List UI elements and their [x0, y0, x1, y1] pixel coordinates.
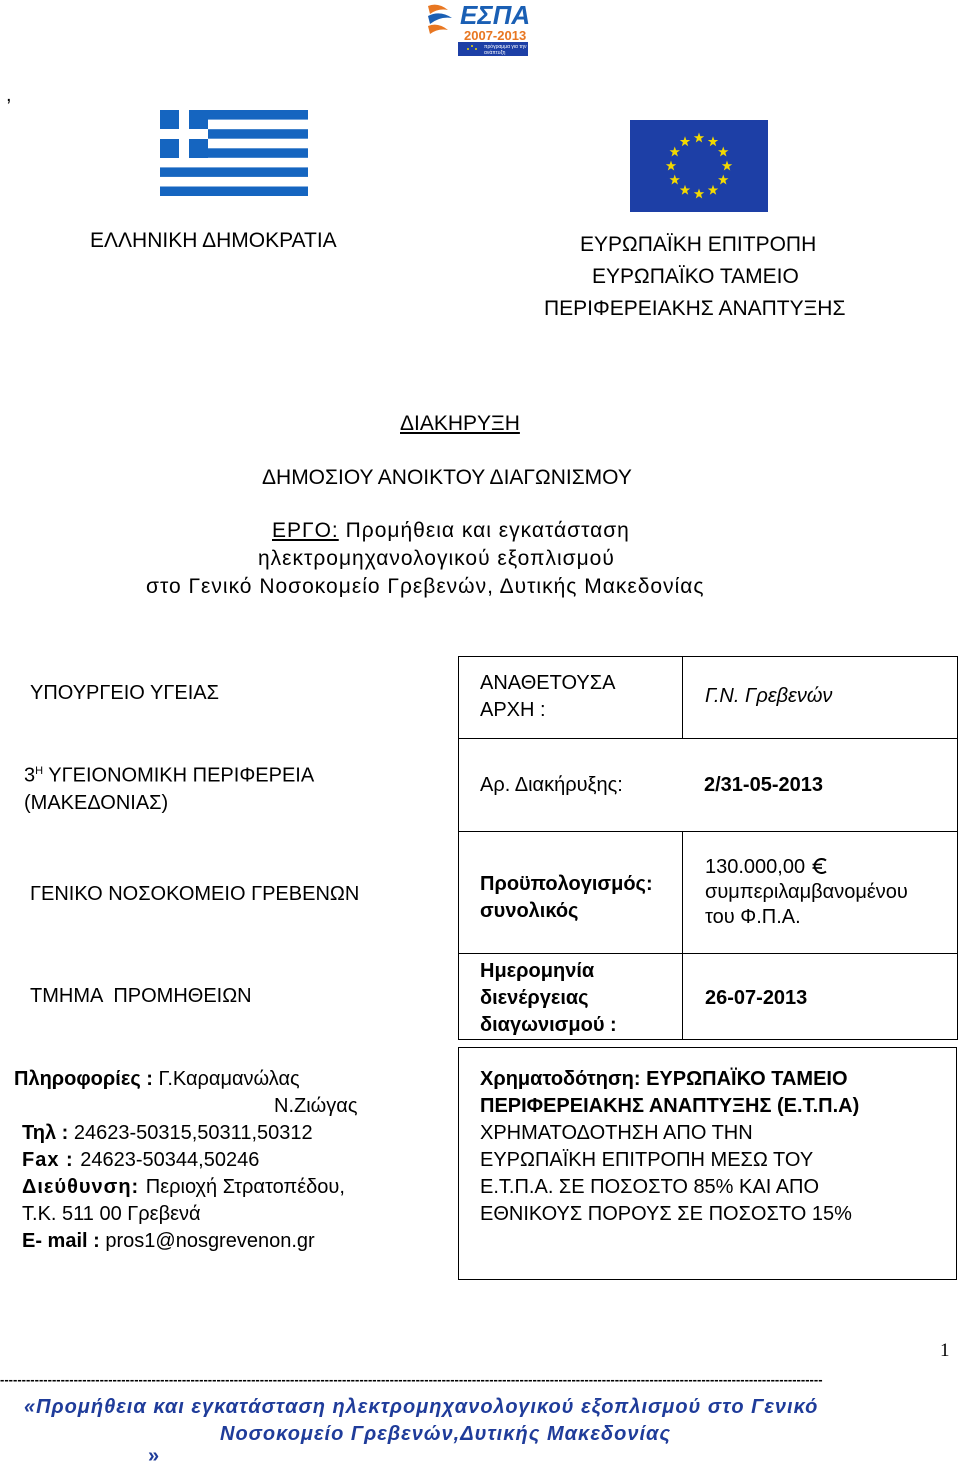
ministry-name: ΥΠΟΥΡΓΕΙΟ ΥΓΕΙΑΣ — [30, 682, 219, 704]
email-label: E- mail : — [22, 1230, 106, 1252]
footer-close-quote: » — [148, 1445, 160, 1467]
footer-divider: ---------------------------------------------------------------------------------------------------------------------------------------------------------------------------------------------- — [0, 1372, 823, 1387]
project-label: ΕΡΓΟ: — [272, 519, 339, 542]
notice-label-text: Αρ. Διακήρυξης: — [480, 774, 623, 796]
department-name: ΤΜΗΜΑ ΠΡΟΜΗΘΕΙΩΝ — [30, 985, 252, 1007]
funding-text — [480, 1066, 859, 1228]
budget-value — [705, 855, 908, 930]
health-region — [24, 758, 314, 817]
budget-amount: 130.000,00 — [705, 856, 806, 878]
espa-logo-text: ΕΣΠΑ — [460, 0, 531, 30]
funding-value: ΕΥΡΩΠΑΪΚΟ ΤΑΜΕΙΟ — [646, 1068, 848, 1090]
tender-date-label-2: διενέργειας — [480, 987, 589, 1009]
funding-line-5: Ε.Τ.Π.Α. ΣΕ ΠΟΣΟΣΤΟ 85% ΚΑΙ ΑΠΟ — [480, 1176, 820, 1198]
info-label: Πληροφορίες : — [14, 1068, 159, 1090]
eu-flag-icon — [630, 120, 768, 212]
authority-value: Γ.Ν. Γρεβενών — [705, 685, 833, 707]
funding-line-6: ΕΘΝΙΚΟΥΣ ΠΟΡΟΥΣ ΣΕ ΠΟΣΟΣΤΟ 15% — [480, 1203, 852, 1225]
region-number: 3 — [24, 764, 36, 787]
fax-label: Fax : — [22, 1149, 81, 1171]
funding-line-2: ΠΕΡΙΦΕΡΕΙΑΚΗΣ ΑΝΑΠΤΥΞΗΣ (Ε.Τ.Π.Α) — [480, 1095, 860, 1117]
euro-icon — [811, 857, 829, 875]
espa-logo-tagline: πρόγραμμα για την ανάπτυξη — [484, 44, 527, 56]
funding-label: Χρηματοδότηση: — [480, 1068, 647, 1090]
tel-label: Τηλ : — [22, 1122, 74, 1144]
declaration-title: ΔΙΑΚΗΡΥΞΗ — [400, 412, 520, 435]
page-number: 1 — [940, 1340, 950, 1361]
region-line-1: ΥΓΕΙΟΝΟΜΙΚΗ ΠΕΡΙΦΕΡΕΙΑ — [43, 764, 315, 787]
hospital-name: ΓΕΝΙΚΟ ΝΟΣΟΚΟΜΕΙΟ ΓΡΕΒΕΝΩΝ — [30, 883, 360, 905]
budget-label — [480, 871, 653, 925]
erdf-line-1: ΕΥΡΩΠΑΪΚΟ ΤΑΜΕΙΟ — [592, 265, 799, 288]
budget-label-1: Προϋπολογισμός: — [480, 873, 653, 895]
region-line-2: (ΜΑΚΕΔΟΝΙΑΣ) — [24, 791, 169, 814]
authority-label-1: ΑΝΑΘΕΤΟΥΣΑ — [480, 672, 616, 694]
email-value: pros1@nosgrevenon.gr — [105, 1230, 315, 1252]
espa-logo — [424, 0, 534, 62]
declaration-subtitle: ΔΗΜΟΣΙΟΥ ΑΝΟΙΚΤΟΥ ΔΙΑΓΩΝΙΣΜΟΥ — [262, 466, 632, 489]
budget-vat-1: συμπεριλαμβανομένου — [705, 881, 908, 903]
tender-date-label-3: διαγωνισμού : — [480, 1014, 617, 1036]
project-desc-1: Προμήθεια και εγκατάσταση — [338, 519, 630, 542]
contact-info — [14, 1066, 357, 1255]
european-commission-title: ΕΥΡΩΠΑΪΚΗ ΕΠΙΤΡΟΠΗ — [580, 233, 817, 256]
footer-line-1: «Προμήθεια και εγκατάσταση ηλεκτρομηχανολογικού εξοπλισμού στο Γενικό — [24, 1396, 819, 1418]
funding-line-3: ΧΡΗΜΑΤΟΔΟΤΗΣΗ ΑΠΟ ΤΗΝ — [480, 1122, 753, 1144]
footer-line-2: Νοσοκομείο Γρεβενών,Δυτικής Μακεδονίας — [220, 1423, 672, 1445]
info-value-1: Γ.Καραμανώλας — [158, 1068, 300, 1090]
greek-flag-icon — [160, 110, 308, 196]
info-value-2: Ν.Ζιώγας — [274, 1095, 358, 1117]
region-sup: Η — [35, 765, 44, 777]
tender-date-value: 26-07-2013 — [705, 987, 808, 1009]
address-label: Διεύθυνση: — [22, 1176, 146, 1198]
tender-date-label — [480, 958, 617, 1039]
budget-label-2: συνολικός — [480, 900, 579, 922]
authority-label-2: ΑΡΧΗ : — [480, 699, 546, 721]
notice-label — [480, 772, 623, 799]
authority-label — [480, 670, 615, 724]
address-value: Περιοχή Στρατοπέδου, — [145, 1176, 345, 1198]
funding-line-4: ΕΥΡΩΠΑΪΚΗ ΕΠΙΤΡΟΠΗ ΜΕΣΩ ΤΟΥ — [480, 1149, 814, 1171]
tender-date-label-1: Ημερομηνία — [480, 960, 595, 982]
erdf-line-2: ΠΕΡΙΦΕΡΕΙΑΚΗΣ ΑΝΑΠΤΥΞΗΣ — [544, 297, 846, 320]
project-line-2: ηλεκτρομηχανολογικού εξοπλισμού — [258, 547, 615, 570]
budget-vat-2: του Φ.Π.Α. — [705, 906, 801, 928]
greek-republic-title: ΕΛΛΗΝΙΚΗ ΔΗΜΟΚΡΑΤΙΑ — [90, 229, 337, 252]
stray-comma: , — [6, 84, 12, 106]
notice-value: 2/31-05-2013 — [704, 774, 823, 796]
espa-logo-years: 2007-2013 — [464, 28, 527, 43]
project-line-1 — [272, 517, 630, 545]
postal-code: Τ.Κ. 511 00 Γρεβενά — [22, 1203, 201, 1225]
fax-value: 24623-50344,50246 — [80, 1149, 260, 1171]
tel-value: 24623-50315,50311,50312 — [73, 1122, 313, 1144]
project-line-3: στο Γενικό Νοσοκομείο Γρεβενών, Δυτικής Μακεδονίας — [146, 575, 705, 598]
